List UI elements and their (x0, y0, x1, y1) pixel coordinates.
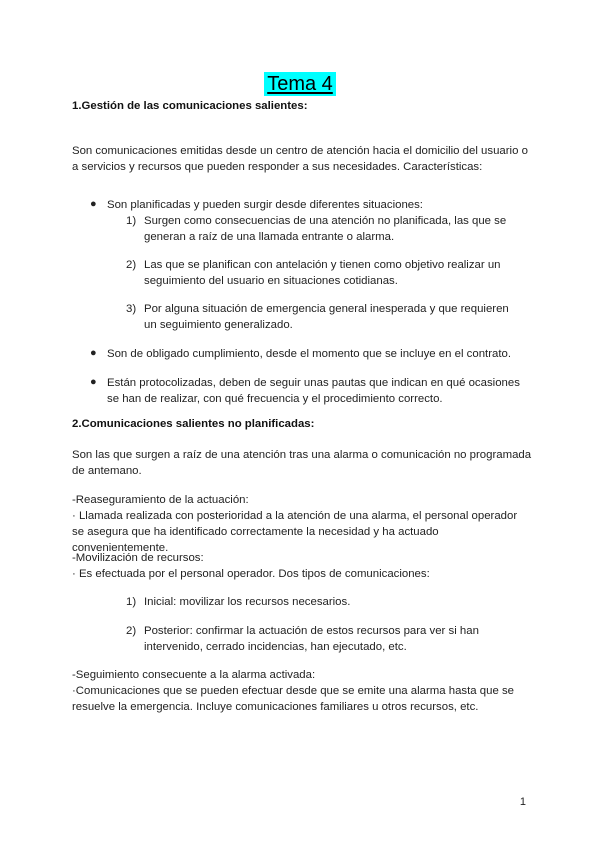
section1-intro: Son comunicaciones emitidas desde un centro de atención hacia el domicilio del usuario o a servicios y recursos que pueden responder a sus necesidades. Características: (72, 145, 528, 173)
document-title: Tema 4 (264, 72, 336, 96)
title-container (0, 72, 600, 96)
reaseguramiento-title: -Reaseguramiento de la actuación: (72, 494, 249, 506)
bullet-dot-icon: ● (90, 376, 97, 388)
item-text: Por alguna situación de emergencia general inesperada y que requieren un seguimiento generalizado. (144, 303, 509, 331)
item-text: Surgen como consecuencias de una atención no planificada, las que se generan a raíz de una llamada entrante o alarma. (144, 215, 507, 243)
item-number: 2) (126, 259, 137, 271)
bullet-text: Son planificadas y pueden surgir desde diferentes situaciones: (107, 199, 423, 211)
bullet-dot-icon: ● (90, 347, 97, 359)
item-number: 2) (126, 625, 137, 637)
section2-heading: 2.Comunicaciones salientes no planificadas: (72, 418, 315, 430)
seguimiento-text: ·Comunicaciones que se pueden efectuar desde que se emite una alarma hasta que se resuelve la emergencia. Incluye comunicaciones familiares u otros recursos, etc. (72, 685, 514, 713)
seguimiento-title: -Seguimiento consecuente a la alarma activada: (72, 669, 316, 681)
item-text: Las que se planifican con antelación y tienen como objetivo realizar un seguimiento del usuario en situaciones cotidianas. (144, 259, 501, 287)
movilizacion-text: · Es efectuada por el personal operador. Dos tipos de comunicaciones: (72, 568, 430, 580)
reaseguramiento-text: · Llamada realizada con posterioridad a la atención de una alarma, el personal operador se asegura que ha identificado correctamente la necesidad y ha actuado convenientemente. (72, 510, 518, 554)
bullet-text: Son de obligado cumplimiento, desde el momento que se incluye en el contrato. (107, 348, 511, 360)
item-text: Inicial: movilizar los recursos necesarios. (144, 596, 351, 608)
section2-intro: Son las que surgen a raíz de una atención tras una alarma o comunicación no programada de antemano. (72, 449, 532, 477)
item-text: Posterior: confirmar la actuación de estos recursos para ver si han intervenido, cerrado incidencias, han ejecutado, etc. (144, 625, 479, 653)
page-number: 1 (519, 796, 526, 808)
item-number: 3) (126, 303, 137, 315)
movilizacion-title: -Movilización de recursos: (72, 552, 204, 564)
bullet-text: Están protocolizadas, deben de seguir unas pautas que indican en qué ocasiones se han de realizar, con qué frecuencia y el procedimiento correcto. (107, 377, 520, 405)
item-number: 1) (126, 215, 137, 227)
item-number: 1) (126, 596, 137, 608)
bullet-dot-icon: ● (90, 198, 97, 210)
section1-heading: 1.Gestión de las comunicaciones salientes: (72, 100, 308, 112)
